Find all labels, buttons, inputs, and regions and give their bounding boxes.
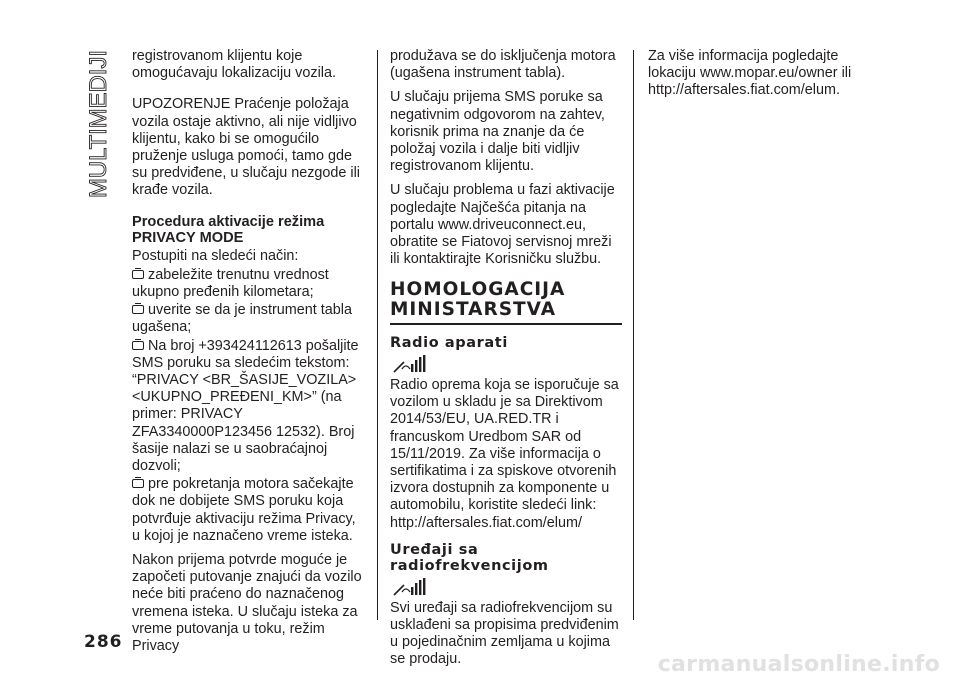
paragraph: Nakon prijema potvrde moguće je započeti putovanje znajući da vozilo neće biti praćeno do naznačenog vremena isteka. U slučaju isteka za vreme putovanja u toku, režim Privacy [132, 552, 362, 655]
section-side-title [84, 48, 112, 198]
section-heading [390, 280, 622, 320]
bullet-icon [132, 341, 144, 350]
paragraph: Svi uređaji sa radiofrekvencijom su usklađeni sa propisima predviđenim u pojedinačnim zemljama u kojima se prodaju. [390, 599, 619, 668]
subsection-heading: Radio aparati [390, 335, 508, 352]
page-number: 286 [84, 632, 123, 652]
subsection-heading [390, 542, 622, 575]
bullet-item-3 [132, 338, 364, 476]
paragraph: U slučaju problema u fazi aktivacije pogledajte Najčešća pitanja na portalu www.driveuconnect.eu, obratite se Fiatovoj servisnoj mreži ili kontaktirajte Korisničku službu. [390, 182, 615, 268]
column-divider [633, 50, 634, 620]
column-1 [132, 48, 364, 662]
column-2 [390, 48, 622, 676]
warning-paragraph: UPOZORENJE Praćenje položaja vozila ostaje aktivno, ali nije vidljivo klijentu, kako bi se omogućilo pruženje usluga pomoći, tamo gde su predviđene, u slučaju nezgode ili krađe vozila. [132, 96, 361, 199]
heading-rule [390, 323, 622, 325]
paragraph: U slučaju prijema SMS poruke sa negativnim odgovorom na zahtev, korisnik prima na znanje da će položaj vozila i dalje biti vidljiv registrovanom klijentu. [390, 89, 605, 175]
watermark: carmanualsonline.info [657, 652, 940, 677]
section-heading-line-1: HOMOLOGACIJA [390, 279, 566, 301]
column-divider [377, 50, 378, 620]
bullet-icon [132, 479, 144, 488]
radio-wave-icon [392, 354, 428, 374]
bullet-item-1 [132, 267, 364, 301]
intro-paragraph: Postupiti na sledeći način: [132, 247, 299, 264]
subheading [132, 214, 364, 247]
bullet-icon [132, 305, 144, 314]
subheading-line-2: PRIVACY MODE [132, 230, 244, 247]
paragraph: registrovanom klijentu koje omogućavaju lokalizaciju vozila. [132, 48, 336, 82]
bullet-item-4 [132, 476, 364, 545]
paragraph: Radio oprema koja se isporučuje sa vozilom u skladu je sa Direktivom 2014/53/EU, UA.RED.TR i francuskom Uredbom SAR od 15/11/2019. Za više informacija o sertifikatima i za spiskove otvorenih izvora dostupnih za komponente u automobilu, koristite sledeći link: http://aftersales.fiat.com/elum/ [390, 376, 619, 531]
bullet-text: pre pokretanja motora sačekajte dok ne dobijete SMS poruku koja potvrđuje aktivaciju režima Privacy, u kojoj je naznačeno vreme isteka. [132, 476, 356, 544]
bullet-text: Na broj +393424112613 pošaljite SMS poruku sa sledećim tekstom: “PRIVACY <BR_ŠASIJE_VOZILA> <UKUPNO_PREĐENI_KM>” (na primer: PRIVACY ZFA3340000P123456 12532). Broj šasije nalazi se u saobraćajnoj dozvoli; [132, 337, 359, 475]
subheading-line-1: Procedura aktivacije režima [132, 213, 325, 230]
section-heading-line-2: MINISTARSTVA [390, 299, 557, 321]
section-side-title-text: MULTIMEDIJI [85, 49, 112, 198]
bullet-item-2 [132, 302, 364, 336]
subsection-heading-line-2: radiofrekvencijom [390, 558, 549, 575]
paragraph: Za više informacija pogledajte lokaciju www.mopar.eu/owner ili http://aftersales.fiat.com/elum. [648, 48, 852, 99]
bullet-icon [132, 270, 144, 279]
paragraph: produžava se do isključenja motora (ugašena instrument tabla). [390, 48, 616, 82]
subsection-heading-line-1: Uređaji sa [390, 541, 479, 558]
bullet-text: uverite se da je instrument tabla ugašena; [132, 302, 352, 336]
bullet-text: zabeležite trenutnu vrednost ukupno pređenih kilometara; [132, 266, 329, 301]
column-3 [648, 48, 888, 107]
radio-wave-icon [392, 577, 428, 597]
